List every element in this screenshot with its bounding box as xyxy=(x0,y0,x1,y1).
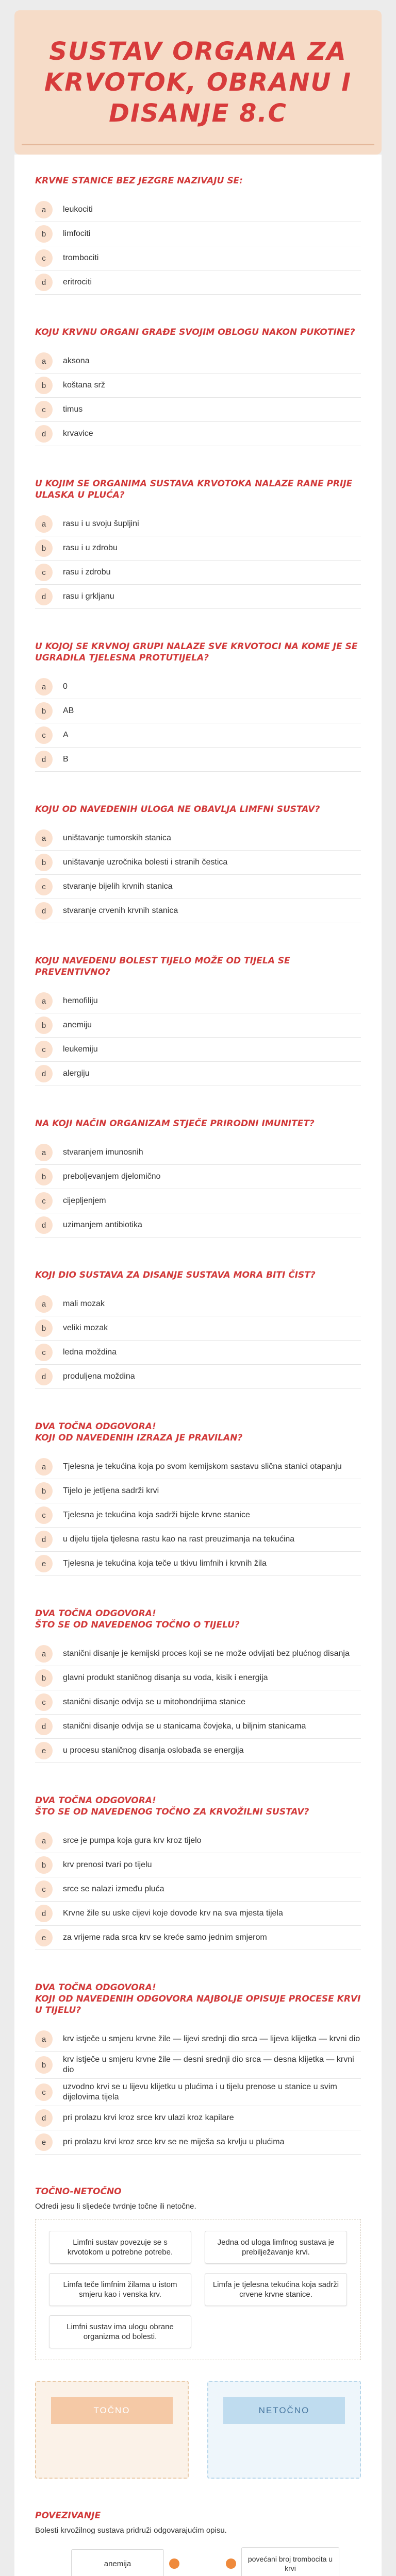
drop-bins xyxy=(35,2381,361,2479)
option-letter: a xyxy=(35,1295,53,1313)
answer-option[interactable] xyxy=(35,2106,361,2130)
header xyxy=(14,10,382,155)
answer-option[interactable] xyxy=(35,1455,361,1479)
option-letter: c xyxy=(35,726,53,744)
option-letter: b xyxy=(35,2056,53,2074)
question-hint: DVA TOČNA ODGOVORA! xyxy=(35,1982,156,1993)
answer-option[interactable] xyxy=(35,875,361,899)
option-text: cijepljenjem xyxy=(63,1196,106,1205)
question-title xyxy=(35,1982,361,2016)
option-letter: b xyxy=(35,702,53,720)
option-text: uništavanje tumorskih stanica xyxy=(63,834,171,842)
answer-option[interactable] xyxy=(35,1341,361,1365)
answer-option[interactable] xyxy=(35,1877,361,1902)
question-hint: DVA TOČNA ODGOVORA! xyxy=(35,1795,156,1806)
quiz-sheet xyxy=(14,155,382,2576)
option-letter: c xyxy=(35,1693,53,1711)
question-text: KOJI OD NAVEDENIH IZRAZA JE PRAVILAN? xyxy=(35,1433,243,1443)
answer-option[interactable] xyxy=(35,422,361,446)
page-title: SUSTAV ORGANA ZA KRVOTOK, OBRANU I DISANJE 8.C xyxy=(44,37,352,128)
multi-question-4 xyxy=(35,1982,361,2155)
option-text: Tjelesna je tekućina koja po svom kemijskom sastavu slična stanici otapanju xyxy=(63,1462,342,1471)
answer-option[interactable] xyxy=(35,536,361,561)
option-text: krv istječe u smjeru krvne žile — desni srednji dio srca — desna klijetka — krvni dio xyxy=(63,2055,354,2074)
option-text: stvaranje crvenih krvnih stanica xyxy=(63,906,178,915)
answer-option[interactable] xyxy=(35,1902,361,1926)
question-5 xyxy=(35,804,361,923)
answer-option[interactable] xyxy=(35,723,361,748)
answer-option[interactable] xyxy=(35,675,361,699)
question-title: KOJU NAVEDENU BOLEST TIJELO MOŽE OD TIJELA SE PREVENTIVNO? xyxy=(35,956,290,977)
option-text: u procesu staničnog disanja oslobađa se energija xyxy=(63,1746,244,1755)
task-instruction: Odredi jesu li sljedeće tvrdnje točne ili netočne. xyxy=(35,2202,196,2211)
answer-option[interactable] xyxy=(35,1292,361,1316)
answer-option[interactable] xyxy=(35,1062,361,1086)
option-text: eritrociti xyxy=(63,278,92,286)
question-title xyxy=(35,1421,361,1444)
answer-option[interactable] xyxy=(35,1165,361,1189)
option-text: timus xyxy=(63,405,83,414)
option-letter: e xyxy=(35,1742,53,1759)
option-text: pri prolazu krvi kroz srce krv se ne miješa sa krvlju u plućima xyxy=(63,2138,285,2146)
answer-option[interactable] xyxy=(35,1038,361,1062)
answer-option[interactable] xyxy=(35,1690,361,1715)
option-text: stanični disanje je kemijski proces koji se ne može odvijati bez plućnog disanja xyxy=(63,1649,350,1658)
option-text: alergiju xyxy=(63,1069,90,1078)
option-text: Tijelo je jetljena sadrži krvi xyxy=(63,1486,159,1495)
question-title xyxy=(35,1608,361,1631)
answer-option[interactable] xyxy=(35,2052,361,2079)
question-2 xyxy=(35,327,361,446)
question-text: KOJI OD NAVEDENIH ODGOVORA NAJBOLJE OPISUJE PROCESE KRVI U TIJELU? xyxy=(35,1994,361,2015)
false-drop-zone[interactable] xyxy=(207,2381,361,2479)
option-letter: e xyxy=(35,1929,53,1946)
option-text: leukemiju xyxy=(63,1045,98,1054)
option-text: Tjelesna je tekućina koja teče u tkivu limfnih i krvnih žila xyxy=(63,1559,267,1568)
option-letter: d xyxy=(35,1065,53,1082)
question-title: KRVNE STANICE BEZ JEZGRE NAZIVAJU SE: xyxy=(35,176,243,186)
option-text: glavni produkt staničnog disanja su voda, kisik i energija xyxy=(63,1673,268,1682)
match-term: anemija xyxy=(71,2549,164,2576)
answer-option[interactable] xyxy=(35,270,361,295)
answer-option[interactable] xyxy=(35,1853,361,1877)
option-text: A xyxy=(63,731,69,739)
option-letter: b xyxy=(35,1856,53,1874)
answer-option[interactable] xyxy=(35,585,361,609)
question-6 xyxy=(35,955,361,1086)
question-hint: DVA TOČNA ODGOVORA! xyxy=(35,1421,156,1432)
answer-option[interactable] xyxy=(35,1715,361,1739)
answer-option[interactable] xyxy=(35,1141,361,1165)
option-text: anemiju xyxy=(63,1021,92,1029)
option-text: Tjelesna je tekućina koja sadrži bijele krvne stanice xyxy=(63,1511,250,1519)
true-drop-zone[interactable] xyxy=(35,2381,189,2479)
answer-option[interactable] xyxy=(35,899,361,923)
option-text: ledna moždina xyxy=(63,1348,117,1357)
task-instruction: Bolesti krvožilnog sustava pridruži odgovarajućim opisu. xyxy=(35,2526,227,2535)
option-text: 0 xyxy=(63,682,68,691)
option-text: koštana srž xyxy=(63,381,105,389)
option-letter: b xyxy=(35,1482,53,1500)
option-letter: b xyxy=(35,539,53,557)
match-description: povećani broj trombocita u krvi xyxy=(241,2547,339,2576)
option-text: krvavice xyxy=(63,429,93,438)
option-text: limfociti xyxy=(63,229,91,238)
option-letter: c xyxy=(35,564,53,581)
option-text: rasu i u svoju šupljini xyxy=(63,519,139,528)
option-letter: e xyxy=(35,1555,53,1572)
option-letter: d xyxy=(35,1718,53,1735)
answer-option[interactable] xyxy=(35,561,361,585)
question-title: KOJI DIO SUSTAVA ZA DISANJE SUSTAVA MORA BITI ČIST? xyxy=(35,1270,316,1280)
option-text: aksona xyxy=(63,357,90,365)
statements-pool xyxy=(35,2219,361,2360)
answer-option[interactable] xyxy=(35,699,361,723)
option-letter: a xyxy=(35,515,53,533)
option-text: leukociti xyxy=(63,205,93,214)
question-title: U KOJIM SE ORGANIMA SUSTAVA KRVOTOKA NALAZE RANE PRIJE ULASKA U PLUĆA? xyxy=(35,479,353,500)
match-row xyxy=(35,2543,361,2576)
option-letter: d xyxy=(35,274,53,291)
question-title: KOJU KRVNU ORGANI GRAĐE SVOJIM OBLOGU NAKON PUKOTINE? xyxy=(35,327,355,337)
answer-option[interactable] xyxy=(35,2130,361,2155)
option-text: mali mozak xyxy=(63,1299,105,1308)
option-letter: b xyxy=(35,1016,53,1034)
answer-option[interactable] xyxy=(35,989,361,1013)
option-letter: a xyxy=(35,352,53,370)
question-title: KOJU OD NAVEDENIH ULOGA NE OBAVLJA LIMFNI SUSTAV? xyxy=(35,804,320,815)
question-text: ŠTO SE OD NAVEDENOG TOČNO O TIJELU? xyxy=(35,1620,240,1630)
connector-dot-right[interactable] xyxy=(226,2558,236,2569)
option-text: AB xyxy=(63,706,74,715)
option-letter: a xyxy=(35,1645,53,1663)
draggable-statement[interactable]: Limfa teče limfnim žilama u istom smjeru kao i venska krv. xyxy=(49,2273,191,2306)
option-letter: d xyxy=(35,425,53,443)
question-8 xyxy=(35,1269,361,1389)
answer-option[interactable] xyxy=(35,851,361,875)
multi-question-3 xyxy=(35,1795,361,1950)
option-text: krv prenosi tvari po tijelu xyxy=(63,1860,152,1869)
option-letter: c xyxy=(35,1192,53,1210)
true-false-task-1 xyxy=(35,2187,361,2479)
option-letter: a xyxy=(35,1458,53,1476)
answer-option[interactable] xyxy=(35,1503,361,1528)
option-text: stvaranje bijelih krvnih stanica xyxy=(63,882,173,891)
question-title: U KOJOJ SE KRVNOJ GRUPI NALAZE SVE KRVOTOCI NA KOME JE SE UGRADILA TJELESNA PROTUTIJELA? xyxy=(35,641,358,663)
option-letter: c xyxy=(35,1344,53,1361)
answer-option[interactable] xyxy=(35,1829,361,1853)
answer-option[interactable] xyxy=(35,198,361,222)
option-letter: b xyxy=(35,1319,53,1337)
option-text: rasu i u zdrobu xyxy=(63,544,118,552)
option-text: srce je pumpa koja gura krv kroz tijelo xyxy=(63,1836,202,1845)
answer-option[interactable] xyxy=(35,1213,361,1238)
option-text: pri prolazu krvi kroz srce krv ulazi kroz kapilare xyxy=(63,2113,234,2122)
multi-question-1 xyxy=(35,1421,361,1576)
option-letter: b xyxy=(35,854,53,871)
option-letter: d xyxy=(35,1216,53,1234)
option-letter: b xyxy=(35,1168,53,1185)
option-letter: b xyxy=(35,225,53,243)
answer-option[interactable] xyxy=(35,1528,361,1552)
answer-option[interactable] xyxy=(35,826,361,851)
matching-task xyxy=(35,2511,361,2576)
option-text: krv istječe u smjeru krvne žile — lijevi srednji dio srca — lijeva klijetka — krvni dio xyxy=(63,2035,360,2043)
answer-option[interactable] xyxy=(35,1739,361,1763)
true-label: TOČNO xyxy=(51,2397,172,2424)
question-title: NA KOJI NAČIN ORGANIZAM STJEČE PRIRODNI IMUNITET? xyxy=(35,1118,315,1129)
option-text: rasu i zdrobu xyxy=(63,568,111,577)
option-letter: a xyxy=(35,829,53,847)
answer-option[interactable] xyxy=(35,374,361,398)
answer-option[interactable] xyxy=(35,2079,361,2106)
task-title: TOČNO-NETOČNO xyxy=(35,2187,122,2197)
option-letter: b xyxy=(35,1669,53,1687)
draggable-statement[interactable]: Jedna od uloga limfnog sustava je prebilježavanje krvi. xyxy=(205,2231,347,2264)
question-hint: DVA TOČNA ODGOVORA! xyxy=(35,1608,156,1619)
option-letter: b xyxy=(35,377,53,394)
option-text: uništavanje uzročnika bolesti i stranih čestica xyxy=(63,858,228,867)
answer-option[interactable] xyxy=(35,1926,361,1950)
option-letter: c xyxy=(35,878,53,895)
multi-question-2 xyxy=(35,1608,361,1763)
question-7 xyxy=(35,1118,361,1238)
answer-option[interactable] xyxy=(35,246,361,270)
connector-dot-left[interactable] xyxy=(169,2558,179,2569)
option-letter: c xyxy=(35,1880,53,1898)
option-text: preboljevanjem djelomično xyxy=(63,1172,161,1181)
option-text: uzvodno krvi se u lijevu klijetku u plućima i u tijelu prenose u stanice u svim dijelovima tijela xyxy=(63,2082,337,2102)
option-text: B xyxy=(63,755,69,764)
answer-option[interactable] xyxy=(35,398,361,422)
answer-option[interactable] xyxy=(35,2027,361,2052)
option-text: hemofiliju xyxy=(63,996,98,1005)
option-letter: a xyxy=(35,2030,53,2048)
option-letter: c xyxy=(35,401,53,418)
option-text: uzimanjem antibiotika xyxy=(63,1221,142,1229)
answer-option[interactable] xyxy=(35,748,361,772)
answer-option[interactable] xyxy=(35,349,361,374)
option-letter: a xyxy=(35,678,53,696)
option-text: trombociti xyxy=(63,253,99,262)
option-text: za vrijeme rada srca krv se kreće samo jednim smjerom xyxy=(63,1933,267,1942)
answer-option[interactable] xyxy=(35,1666,361,1690)
option-letter: c xyxy=(35,2083,53,2101)
answer-option[interactable] xyxy=(35,1013,361,1038)
draggable-statement[interactable]: Limfa je tjelesna tekućina koja sadrži crvene krvne stanice. xyxy=(205,2273,347,2306)
answer-option[interactable] xyxy=(35,512,361,536)
false-label: NETOČNO xyxy=(223,2397,344,2424)
matching-area xyxy=(35,2543,361,2576)
answer-option[interactable] xyxy=(35,1642,361,1666)
option-text: veliki mozak xyxy=(63,1324,108,1332)
option-letter: a xyxy=(35,1832,53,1850)
option-letter: d xyxy=(35,1368,53,1385)
option-letter: d xyxy=(35,2109,53,2127)
answer-option[interactable] xyxy=(35,222,361,246)
draggable-statement[interactable]: Limfni sustav ima ulogu obrane organizma od bolesti. xyxy=(49,2315,191,2348)
option-letter: d xyxy=(35,1531,53,1548)
question-title xyxy=(35,1795,361,1818)
option-letter: d xyxy=(35,1905,53,1922)
draggable-statement[interactable]: Limfni sustav povezuje se s krvotokom u potrebne potrebe. xyxy=(49,2231,191,2264)
option-letter: d xyxy=(35,751,53,768)
option-text: u dijelu tijela tjelesna rastu kao na rast preuzimanja na tekućina xyxy=(63,1535,295,1544)
option-text: srce se nalazi između pluća xyxy=(63,1885,164,1893)
option-letter: a xyxy=(35,1144,53,1161)
answer-option[interactable] xyxy=(35,1316,361,1341)
question-3 xyxy=(35,478,361,609)
option-text: rasu i grkljanu xyxy=(63,592,114,601)
question-text: ŠTO SE OD NAVEDENOG TOČNO ZA KRVOŽILNI SUSTAV? xyxy=(35,1807,309,1817)
option-letter: a xyxy=(35,201,53,218)
option-text: produljena moždina xyxy=(63,1372,135,1381)
option-text: stanični disanje odvija se u mitohondrijima stanice xyxy=(63,1698,245,1706)
option-letter: e xyxy=(35,2133,53,2151)
answer-option[interactable] xyxy=(35,1479,361,1503)
question-1 xyxy=(35,175,361,295)
answer-option[interactable] xyxy=(35,1365,361,1389)
answer-option[interactable] xyxy=(35,1189,361,1213)
option-letter: d xyxy=(35,902,53,920)
question-4 xyxy=(35,641,361,772)
task-title: POVEZIVANJE xyxy=(35,2511,101,2521)
answer-option[interactable] xyxy=(35,1552,361,1576)
option-text: Krvne žile su uske cijevi koje dovode krv na sva mjesta tijela xyxy=(63,1909,283,1918)
option-text: stanični disanje odvija se u stanicama čovjeka, u biljnim stanicama xyxy=(63,1722,306,1731)
option-letter: c xyxy=(35,249,53,267)
option-text: stvaranjem imunosnih xyxy=(63,1148,143,1157)
option-letter: a xyxy=(35,992,53,1010)
option-letter: c xyxy=(35,1041,53,1058)
option-letter: c xyxy=(35,1506,53,1524)
option-letter: d xyxy=(35,588,53,605)
